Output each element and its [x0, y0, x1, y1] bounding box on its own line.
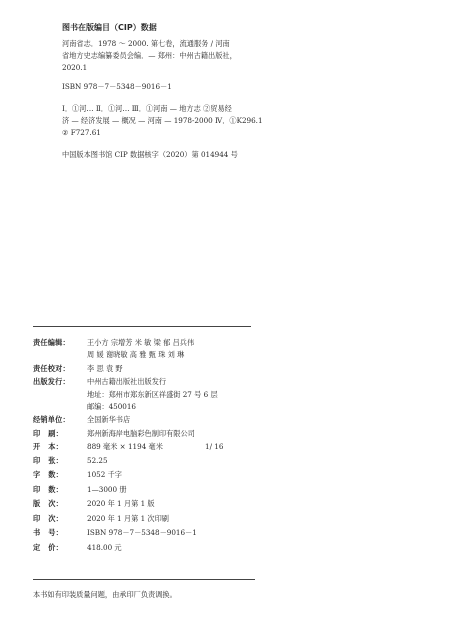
credit-label: 字 数： — [33, 470, 63, 480]
credit-value: 2020 年 1 月第 1 次印刷 — [87, 513, 169, 523]
quality-notice: 本书如有印装质量问题，由承印厂负责调换。 — [33, 590, 177, 599]
credit-label: 定 价： — [33, 543, 63, 553]
credit-label: 印 张： — [33, 455, 63, 465]
credit-row-distributor — [33, 413, 413, 426]
credit-row-address — [33, 389, 413, 401]
cip-title: 图书在版编目（CIP）数据 — [62, 23, 157, 32]
divider-bottom — [33, 579, 255, 580]
credit-row-isbn — [33, 526, 413, 541]
cip-subject-line: Ⅰ．①河… Ⅱ．①河… Ⅲ．①河南 — 地方志 ②贸易经 — [62, 104, 232, 113]
credit-value: 中州古籍出版社出版发行 — [87, 377, 167, 387]
credit-label: 印 次： — [33, 513, 63, 523]
credit-value: 889 毫米 × 1194 毫米 — [87, 442, 163, 452]
credit-value: 地址：郑州市郑东新区祥盛街 27 号 6 层 — [87, 389, 218, 399]
credit-row-printing — [33, 512, 413, 527]
credit-row-price — [33, 541, 413, 556]
credit-row-edition — [33, 497, 413, 512]
credit-row-editors — [33, 336, 413, 349]
cip-entry-line: 河南省志．1978 ～ 2000. 第七卷，流通服务 / 河南 — [62, 39, 230, 48]
credit-label: 出版发行： — [33, 377, 70, 387]
credit-row-editors-cont — [33, 349, 413, 361]
credit-row-format — [33, 440, 413, 453]
cip-entry-line: 2020.1 — [62, 63, 88, 72]
credit-value: 邮编：450016 — [87, 401, 137, 411]
credit-value: 李 思 袁 野 — [87, 363, 123, 373]
credit-label: 印 刷： — [33, 428, 63, 438]
credit-value: 52.25 — [87, 455, 108, 465]
credit-label: 责任编辑： — [33, 338, 70, 347]
credit-value: 2020 年 1 月第 1 版 — [87, 499, 155, 509]
credit-label: 印 数： — [33, 484, 63, 494]
credit-value: 王小方 宗增芳 米 敏 梁 郁 吕兵伟 — [87, 338, 195, 347]
credits-list — [33, 336, 413, 556]
divider-top — [33, 326, 251, 327]
credit-row-print-run — [33, 483, 413, 498]
credit-value: ISBN 978－7－5348－9016－1 — [87, 528, 197, 538]
cip-number: 中国版本图书馆 CIP 数据核字（2020）第 014944 号 — [62, 150, 238, 159]
credit-row-printer — [33, 427, 413, 440]
cip-block — [62, 22, 402, 161]
credit-value: 周 媛 谢晓敏 高 雅 甄 珠 刘 琳 — [87, 350, 185, 360]
credit-row-publisher — [33, 375, 413, 388]
credit-value: 418.00 元 — [87, 543, 122, 553]
credit-row-proofreader — [33, 362, 413, 375]
cip-subject-line: 济 — 经济发展 — 概况 — 河南 — 1978-2000 Ⅳ．①K296.1 — [62, 116, 263, 125]
credit-label: 版 次： — [33, 499, 63, 509]
credit-value: 1—3000 册 — [87, 484, 127, 494]
cip-isbn: ISBN 978－7－5348－9016－1 — [62, 82, 172, 91]
credit-label: 经销单位： — [33, 415, 70, 425]
credit-row-postcode — [33, 401, 413, 413]
cip-entry-line: 省地方史志编纂委员会编．— 郑州：中州古籍出版社， — [62, 51, 237, 60]
credit-value: 全国新华书店 — [87, 415, 131, 425]
credit-row-words — [33, 468, 413, 483]
credit-row-sheets — [33, 454, 413, 469]
credit-value: 1052 千字 — [87, 470, 122, 480]
credit-label: 责任校对： — [33, 363, 70, 373]
cip-subject-line: ② F727.61 — [62, 128, 101, 137]
credit-label: 开 本： — [33, 442, 63, 452]
format-size: 1/ 16 — [205, 442, 224, 452]
credit-label: 书 号： — [33, 528, 63, 538]
credit-value: 郑州新海岸电脑彩色制印有限公司 — [87, 428, 195, 438]
